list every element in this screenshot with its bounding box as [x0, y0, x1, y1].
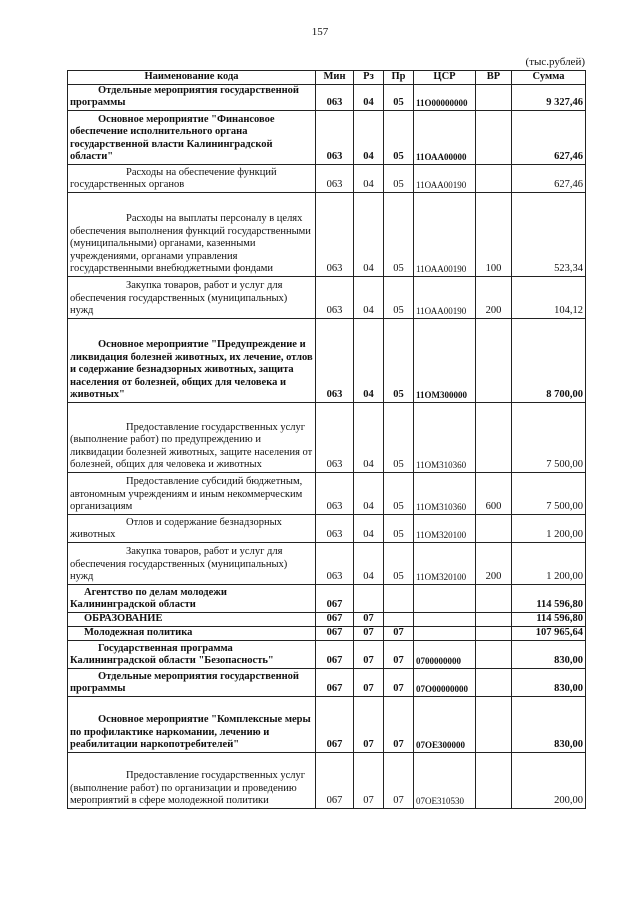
- cell-name: Расходы на обеспечение функций государственных органов: [68, 164, 316, 192]
- cell-min: 063: [316, 542, 354, 584]
- cell-vr: [476, 110, 512, 164]
- cell-pr: 05: [384, 472, 414, 514]
- table-row: [68, 696, 586, 752]
- cell-pr: [384, 612, 414, 626]
- cell-name: Основное мероприятие "Предупреждение и ликвидация болезней животных, их лечение, отлов и содержание безнадзорных животных, защита населения от болезней, общих для человека и животных": [68, 318, 316, 402]
- cell-csr: 11О00000000: [414, 84, 476, 110]
- cell-sum: 1 200,00: [512, 542, 586, 584]
- cell-vr: [476, 668, 512, 696]
- table-row: [68, 472, 586, 514]
- cell-name: Отдельные мероприятия государственной программы: [68, 668, 316, 696]
- cell-csr: 07ОЕ300000: [414, 696, 476, 752]
- cell-pr: 05: [384, 110, 414, 164]
- cell-rz: 07: [354, 626, 384, 640]
- cell-vr: [476, 626, 512, 640]
- cell-name: Закупка товаров, работ и услуг для обеспечения государственных (муниципальных) нужд: [68, 276, 316, 318]
- cell-name: Отлов и содержание безнадзорных животных: [68, 514, 316, 542]
- cell-pr: 05: [384, 318, 414, 402]
- cell-csr: [414, 612, 476, 626]
- cell-min: 067: [316, 668, 354, 696]
- cell-csr: 11ОМ320100: [414, 542, 476, 584]
- table-row: [68, 542, 586, 584]
- cell-rz: 04: [354, 542, 384, 584]
- cell-rz: 04: [354, 84, 384, 110]
- cell-sum: 9 327,46: [512, 84, 586, 110]
- cell-min: 067: [316, 612, 354, 626]
- cell-rz: 04: [354, 472, 384, 514]
- cell-sum: 107 965,64: [512, 626, 586, 640]
- cell-sum: 523,34: [512, 192, 586, 276]
- cell-min: 063: [316, 164, 354, 192]
- cell-csr: [414, 626, 476, 640]
- table-row: [68, 84, 586, 110]
- cell-min: 063: [316, 402, 354, 472]
- cell-sum: 104,12: [512, 276, 586, 318]
- cell-vr: [476, 84, 512, 110]
- cell-vr: [476, 164, 512, 192]
- cell-rz: 04: [354, 110, 384, 164]
- cell-vr: 600: [476, 472, 512, 514]
- cell-sum: 830,00: [512, 668, 586, 696]
- cell-pr: 05: [384, 542, 414, 584]
- cell-name: Предоставление субсидий бюджетным, автономным учреждениям и иным некоммерческим организациям: [68, 472, 316, 514]
- table-row: [68, 402, 586, 472]
- cell-pr: 05: [384, 276, 414, 318]
- cell-name: Молодежная политика: [68, 626, 316, 640]
- table-row: [68, 626, 586, 640]
- cell-csr: 11ОАА00000: [414, 110, 476, 164]
- cell-vr: 200: [476, 542, 512, 584]
- cell-sum: 627,46: [512, 164, 586, 192]
- table-row: [68, 276, 586, 318]
- cell-name: Отдельные мероприятия государственной программы: [68, 84, 316, 110]
- cell-pr: [384, 584, 414, 612]
- cell-pr: 07: [384, 626, 414, 640]
- cell-vr: [476, 696, 512, 752]
- cell-sum: 114 596,80: [512, 584, 586, 612]
- header-row: [68, 71, 586, 85]
- cell-pr: 05: [384, 84, 414, 110]
- table-row: [68, 752, 586, 808]
- cell-vr: [476, 514, 512, 542]
- cell-csr: 07О00000000: [414, 668, 476, 696]
- cell-name: Закупка товаров, работ и услуг для обеспечения государственных (муниципальных) нужд: [68, 542, 316, 584]
- cell-name: Государственная программа Калининградской области "Безопасность": [68, 640, 316, 668]
- cell-min: 063: [316, 318, 354, 402]
- cell-rz: 07: [354, 612, 384, 626]
- cell-min: 067: [316, 584, 354, 612]
- table-row: [68, 514, 586, 542]
- table-row: [68, 584, 586, 612]
- cell-sum: 7 500,00: [512, 472, 586, 514]
- cell-rz: 07: [354, 752, 384, 808]
- cell-min: 067: [316, 752, 354, 808]
- cell-name: Расходы на выплаты персоналу в целях обеспечения выполнения функций государственными (муниципальными) органами, казенными учреждениями, органами управления государственными внебюджетными фондами: [68, 192, 316, 276]
- cell-csr: 11ОАА00190: [414, 164, 476, 192]
- header-sum: Сумма: [512, 71, 586, 85]
- cell-name: Основное мероприятие "Комплексные меры по профилактике наркомании, лечению и реабилитации наркопотребителей": [68, 696, 316, 752]
- cell-sum: 200,00: [512, 752, 586, 808]
- cell-sum: 830,00: [512, 640, 586, 668]
- cell-pr: 05: [384, 514, 414, 542]
- table-row: [68, 612, 586, 626]
- cell-rz: 04: [354, 276, 384, 318]
- cell-name: Агентство по делам молодежи Калининградской области: [68, 584, 316, 612]
- cell-csr: 11ОМ310360: [414, 472, 476, 514]
- cell-vr: [476, 402, 512, 472]
- table-row: [68, 640, 586, 668]
- cell-name: Предоставление государственных услуг (выполнение работ) по организации и проведению мероприятий в сфере молодежной политики: [68, 752, 316, 808]
- cell-pr: 07: [384, 640, 414, 668]
- cell-csr: 11ОАА00190: [414, 192, 476, 276]
- header-rz: Рз: [354, 71, 384, 85]
- cell-name: ОБРАЗОВАНИЕ: [68, 612, 316, 626]
- cell-name: Предоставление государственных услуг (выполнение работ) по предупреждению и ликвидации болезней животных, защите населения от болезней, общих для человека и животных: [68, 402, 316, 472]
- header-min: Мин: [316, 71, 354, 85]
- cell-sum: 830,00: [512, 696, 586, 752]
- header-name: Наименование кода: [68, 71, 316, 85]
- cell-vr: [476, 752, 512, 808]
- cell-csr: 0700000000: [414, 640, 476, 668]
- cell-vr: [476, 612, 512, 626]
- cell-vr: [476, 584, 512, 612]
- cell-sum: 7 500,00: [512, 402, 586, 472]
- cell-min: 063: [316, 472, 354, 514]
- cell-rz: [354, 584, 384, 612]
- cell-csr: [414, 584, 476, 612]
- cell-rz: 04: [354, 402, 384, 472]
- cell-min: 067: [316, 696, 354, 752]
- cell-vr: 100: [476, 192, 512, 276]
- cell-rz: 04: [354, 514, 384, 542]
- cell-min: 067: [316, 640, 354, 668]
- cell-pr: 05: [384, 164, 414, 192]
- cell-sum: 1 200,00: [512, 514, 586, 542]
- cell-pr: 05: [384, 402, 414, 472]
- cell-csr: 11ОМ310360: [414, 402, 476, 472]
- table-row: [68, 668, 586, 696]
- cell-csr: 07ОЕ310530: [414, 752, 476, 808]
- page-number: 157: [311, 26, 329, 38]
- cell-sum: 8 700,00: [512, 318, 586, 402]
- cell-name: Основное мероприятие "Финансовое обеспечение исполнительного органа государственной власти Калининградской области": [68, 110, 316, 164]
- cell-rz: 04: [354, 318, 384, 402]
- cell-pr: 07: [384, 752, 414, 808]
- header-pr: Пр: [384, 71, 414, 85]
- cell-sum: 627,46: [512, 110, 586, 164]
- table-row: [68, 318, 586, 402]
- cell-vr: [476, 640, 512, 668]
- cell-min: 063: [316, 110, 354, 164]
- units-note: (тыс.рублей): [525, 56, 585, 68]
- cell-min: 063: [316, 514, 354, 542]
- cell-rz: 07: [354, 640, 384, 668]
- cell-vr: 200: [476, 276, 512, 318]
- cell-csr: 11ОМ300000: [414, 318, 476, 402]
- header-csr: ЦСР: [414, 71, 476, 85]
- cell-vr: [476, 318, 512, 402]
- cell-rz: 04: [354, 192, 384, 276]
- cell-min: 067: [316, 626, 354, 640]
- cell-rz: 04: [354, 164, 384, 192]
- cell-min: 063: [316, 192, 354, 276]
- budget-table: [67, 70, 586, 809]
- cell-min: 063: [316, 276, 354, 318]
- table-row: [68, 110, 586, 164]
- cell-pr: 07: [384, 668, 414, 696]
- cell-sum: 114 596,80: [512, 612, 586, 626]
- cell-csr: 11ОМ320100: [414, 514, 476, 542]
- cell-pr: 05: [384, 192, 414, 276]
- header-vr: ВР: [476, 71, 512, 85]
- cell-rz: 07: [354, 668, 384, 696]
- table-row: [68, 164, 586, 192]
- cell-csr: 11ОАА00190: [414, 276, 476, 318]
- table-row: [68, 192, 586, 276]
- cell-min: 063: [316, 84, 354, 110]
- cell-rz: 07: [354, 696, 384, 752]
- cell-pr: 07: [384, 696, 414, 752]
